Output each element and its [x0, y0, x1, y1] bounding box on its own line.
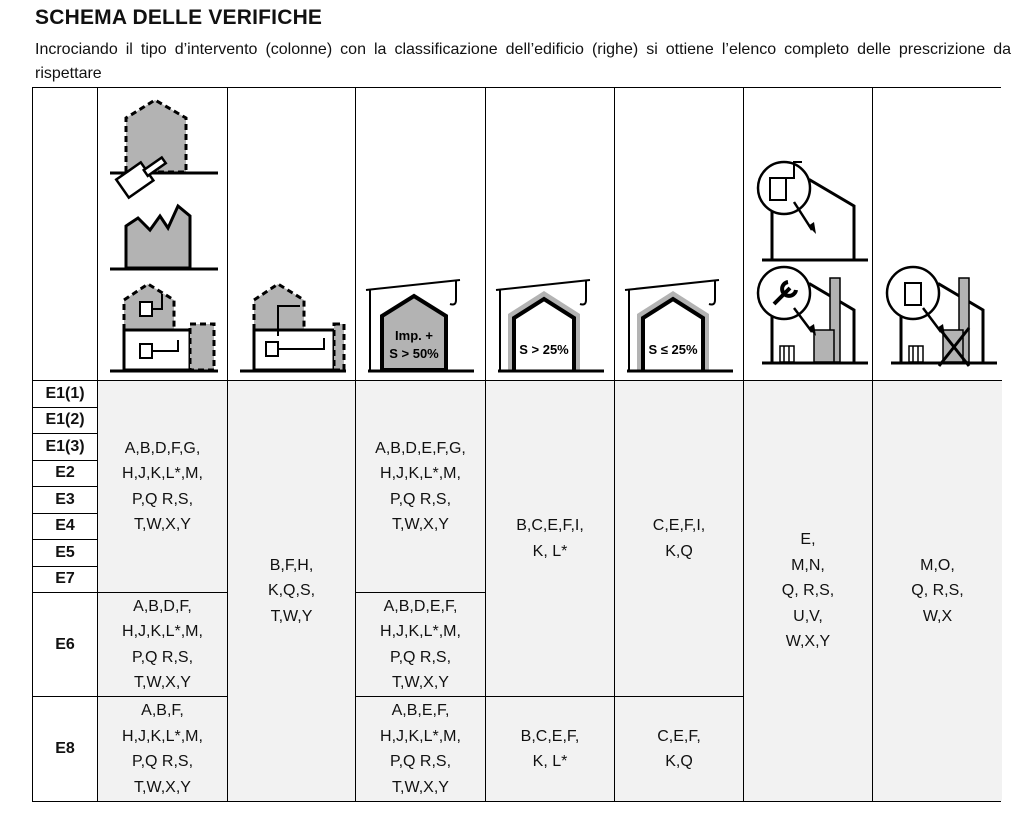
cell-col2-all: B,F,H, K,Q,S, T,W,Y [228, 381, 356, 801]
row-label-e3: E3 [33, 487, 98, 514]
cell-col5-main: C,E,F,I, K,Q [615, 381, 744, 697]
house-expansion-icon [228, 88, 355, 380]
renovation-under25-label: S ≤ 25% [648, 342, 698, 357]
cell-col1-e6: A,B,D,F, H,J,K,L*,M, P,Q R,S, T,W,X,Y [98, 593, 228, 697]
cell-col1-main: A,B,D,F,G, H,J,K,L*,M, P,Q R,S, T,W,X,Y [98, 381, 228, 593]
house-renovation-major-icon [356, 88, 485, 380]
renovation-label-line2: S > 50% [389, 346, 439, 361]
column-header-6 [744, 88, 873, 381]
cell-col5-e8: C,E,F, K,Q [615, 697, 744, 801]
window-and-wrench-plant-icon [744, 88, 872, 380]
house-renovation-over25-icon [486, 88, 614, 380]
row-label-e1-1: E1(1) [33, 381, 98, 408]
row-label-e8: E8 [33, 697, 98, 801]
intro-text: Incrociando il tipo d’intervento (colonne) con la classificazione dell’edificio (righe) si ottiene l’elenco completo delle prescrizione da rispettare [35, 41, 1011, 82]
window-removed-plant-icon [873, 88, 1001, 380]
row-label-e1-3: E1(3) [33, 434, 98, 461]
renovation-over25-label: S > 25% [519, 342, 569, 357]
cell-col3-e6: A,B,D,E,F, H,J,K,L*,M, P,Q R,S, T,W,X,Y [356, 593, 486, 697]
row-label-e1-2: E1(2) [33, 408, 98, 435]
verification-table [32, 87, 1001, 802]
column-header-1 [98, 88, 228, 381]
row-label-e7: E7 [33, 567, 98, 594]
row-label-e4: E4 [33, 514, 98, 541]
cell-col3-e8: A,B,E,F, H,J,K,L*,M, P,Q R,S, T,W,X,Y [356, 697, 486, 801]
column-header-5 [615, 88, 744, 381]
column-header-2 [228, 88, 356, 381]
column-header-4 [486, 88, 615, 381]
cell-col7-all: M,O, Q, R,S, W,X [873, 381, 1002, 801]
corner-cell [33, 88, 98, 381]
cell-col1-e8: A,B,F, H,J,K,L*,M, P,Q R,S, T,W,X,Y [98, 697, 228, 801]
cell-col6-all: E, M,N, Q, R,S, U,V, W,X,Y [744, 381, 873, 801]
cell-col4-main: B,C,E,F,I, K, L* [486, 381, 615, 697]
column-header-3 [356, 88, 486, 381]
cell-col4-e8: B,C,E,F, K, L* [486, 697, 615, 801]
column-header-7 [873, 88, 1002, 381]
renovation-label-line1: Imp. + [395, 328, 433, 343]
row-label-e6: E6 [33, 593, 98, 697]
page-title: SCHEMA DELLE VERIFICHE [35, 6, 323, 29]
house-renovation-under25-icon [615, 88, 743, 380]
cell-col3-main: A,B,D,E,F,G, H,J,K,L*,M, P,Q R,S, T,W,X,Y [356, 381, 486, 593]
house-new-demolish-expand-icon [98, 88, 227, 380]
row-label-e2: E2 [33, 461, 98, 488]
row-label-e5: E5 [33, 540, 98, 567]
